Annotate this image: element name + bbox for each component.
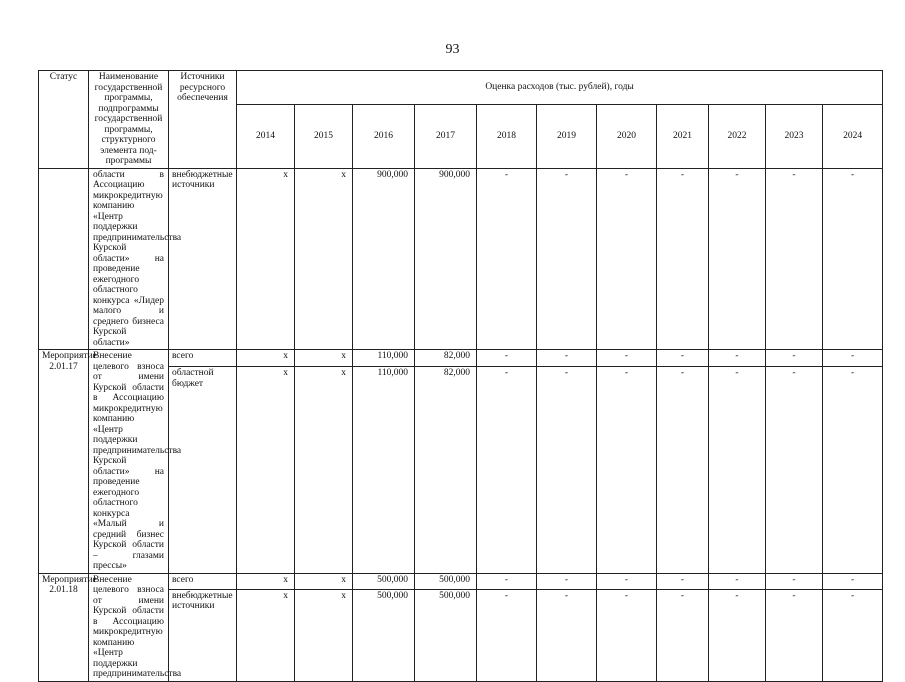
value-cell: - bbox=[477, 168, 537, 350]
year-cell: 2022 bbox=[709, 104, 766, 168]
value-cell: - bbox=[709, 573, 766, 589]
source-cell: всего bbox=[169, 350, 237, 367]
value-cell: - bbox=[766, 589, 823, 681]
header-estimate: Оценка расходов (тыс. рублей), годы bbox=[237, 71, 883, 105]
value-cell: - bbox=[766, 573, 823, 589]
value-cell: - bbox=[537, 589, 597, 681]
value-cell: - bbox=[709, 350, 766, 367]
year-cell: 2024 bbox=[823, 104, 883, 168]
value-cell: - bbox=[709, 589, 766, 681]
value-cell: - bbox=[657, 168, 709, 350]
value-cell: x bbox=[237, 350, 295, 367]
name-cell: Внесение целевого взноса от имени Курской области в Ассоциацию микрокредитную компанию «Центр поддержки предпринимательства bbox=[89, 573, 169, 681]
value-cell: x bbox=[237, 367, 295, 573]
expense-table bbox=[38, 70, 883, 682]
value-cell: x bbox=[295, 573, 353, 589]
table-row bbox=[39, 573, 883, 589]
value-cell: 500,000 bbox=[415, 589, 477, 681]
value-cell: x bbox=[295, 589, 353, 681]
table-row bbox=[39, 168, 883, 350]
value-cell: - bbox=[597, 367, 657, 573]
value-cell: 500,000 bbox=[353, 589, 415, 681]
table-row bbox=[39, 350, 883, 367]
value-cell: - bbox=[766, 350, 823, 367]
value-cell: - bbox=[597, 573, 657, 589]
value-cell: 500,000 bbox=[415, 573, 477, 589]
value-cell: 900,000 bbox=[353, 168, 415, 350]
value-cell: x bbox=[237, 589, 295, 681]
value-cell: - bbox=[823, 589, 883, 681]
value-cell: - bbox=[823, 168, 883, 350]
value-cell: - bbox=[597, 168, 657, 350]
header-status: Статус bbox=[39, 71, 89, 169]
year-cell: 2014 bbox=[237, 104, 295, 168]
year-cell: 2017 bbox=[415, 104, 477, 168]
page-number: 93 bbox=[445, 42, 460, 57]
name-cell: области в Ассоциацию микрокредитную компанию «Центр поддержки предпринимательства Курской области» на проведение ежегодного областного конкурса «Лидер малого и среднего бизнеса Курской области» bbox=[89, 168, 169, 350]
value-cell: - bbox=[657, 367, 709, 573]
value-cell: - bbox=[477, 350, 537, 367]
year-cell: 2021 bbox=[657, 104, 709, 168]
header-sources: Источники ресурсного обеспечения bbox=[169, 71, 237, 169]
value-cell: - bbox=[823, 367, 883, 573]
source-cell: областной бюджет bbox=[169, 367, 237, 573]
value-cell: - bbox=[823, 350, 883, 367]
year-cell: 2015 bbox=[295, 104, 353, 168]
value-cell: 500,000 bbox=[353, 573, 415, 589]
value-cell: - bbox=[597, 350, 657, 367]
value-cell: - bbox=[537, 573, 597, 589]
value-cell: 110,000 bbox=[353, 367, 415, 573]
source-cell: внебюджетные источники bbox=[169, 168, 237, 350]
year-cell: 2019 bbox=[537, 104, 597, 168]
status-cell: Мероприятие 2.01.18 bbox=[39, 573, 89, 681]
value-cell: - bbox=[657, 589, 709, 681]
value-cell: x bbox=[237, 168, 295, 350]
name-cell: Внесение целевого взноса от имени Курской области в Ассоциацию микрокредитную компанию «Центр поддержки предпринимательства Курской области» на проведение ежегодного областного конкурса «Малый и средний бизнес Курской области – глазами прессы» bbox=[89, 350, 169, 574]
value-cell: - bbox=[477, 589, 537, 681]
value-cell: - bbox=[657, 573, 709, 589]
value-cell: 82,000 bbox=[415, 367, 477, 573]
value-cell: - bbox=[709, 367, 766, 573]
value-cell: - bbox=[477, 573, 537, 589]
year-cell: 2016 bbox=[353, 104, 415, 168]
header-name: Наименование государственной программы, подпрограммы государственной программы, структурного элемента под-программы bbox=[89, 71, 169, 169]
source-cell: внебюджетные источники bbox=[169, 589, 237, 681]
value-cell: - bbox=[766, 168, 823, 350]
value-cell: x bbox=[295, 168, 353, 350]
value-cell: 82,000 bbox=[415, 350, 477, 367]
value-cell: 110,000 bbox=[353, 350, 415, 367]
value-cell: - bbox=[477, 367, 537, 573]
source-cell: всего bbox=[169, 573, 237, 589]
value-cell: x bbox=[295, 350, 353, 367]
year-cell: 2020 bbox=[597, 104, 657, 168]
value-cell: - bbox=[537, 350, 597, 367]
value-cell: - bbox=[823, 573, 883, 589]
value-cell: - bbox=[657, 350, 709, 367]
status-cell bbox=[39, 168, 89, 350]
status-cell: Мероприятие 2.01.17 bbox=[39, 350, 89, 574]
year-cell: 2023 bbox=[766, 104, 823, 168]
value-cell: - bbox=[597, 589, 657, 681]
value-cell: - bbox=[537, 168, 597, 350]
value-cell: x bbox=[237, 573, 295, 589]
value-cell: 900,000 bbox=[415, 168, 477, 350]
value-cell: x bbox=[295, 367, 353, 573]
value-cell: - bbox=[709, 168, 766, 350]
value-cell: - bbox=[537, 367, 597, 573]
year-cell: 2018 bbox=[477, 104, 537, 168]
value-cell: - bbox=[766, 367, 823, 573]
